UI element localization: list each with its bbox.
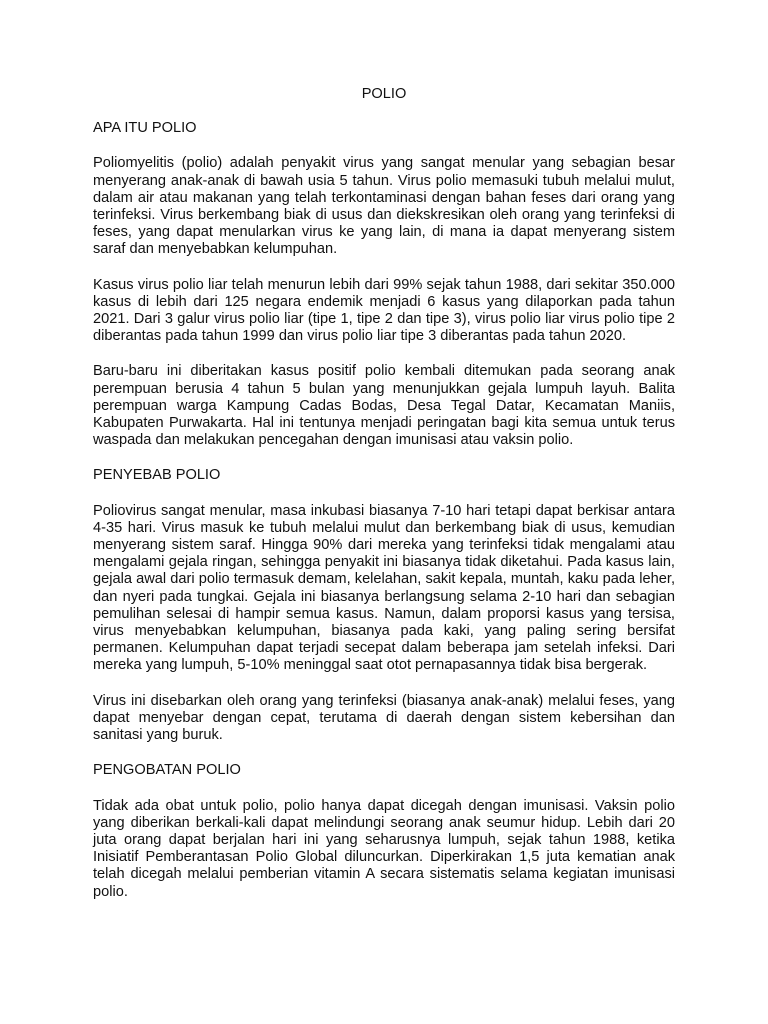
section-heading: PENYEBAB POLIO xyxy=(93,467,221,484)
section-heading: APA ITU POLIO xyxy=(93,120,197,137)
section-heading: PENGOBATAN POLIO xyxy=(93,762,241,779)
section-apa-itu-polio xyxy=(93,120,675,449)
paragraph: Virus ini disebarkan oleh orang yang terinfeksi (biasanya anak-anak) melalui feses, yang dapat menyebar dengan cepat, terutama di daerah dengan sistem kebersihan dan sanitasi yang buruk. xyxy=(93,692,675,744)
paragraph: Baru-baru ini diberitakan kasus positif polio kembali ditemukan pada seorang anak perempuan berusia 4 tahun 5 bulan yang menunjukkan gejala lumpuh layuh. Balita perempuan warga Kampung Cadas Bodas, Desa Tegal Datar, Kecamatan Maniis, Kabupaten Purwakarta. Hal ini tentunya menjadi peringatan bagi kita semua untuk terus waspada dan melakukan pencegahan dengan imunisasi atau vaksin polio. xyxy=(93,363,675,449)
section-pengobatan-polio xyxy=(93,762,675,900)
section-penyebab-polio xyxy=(93,467,675,744)
paragraph: Tidak ada obat untuk polio, polio hanya dapat dicegah dengan imunisasi. Vaksin polio yang diberikan berkali-kali dapat melindungi seorang anak seumur hidup. Lebih dari 20 juta orang dapat berjalan hari ini yang seharusnya lumpuh, sejak tahun 1988, ketika Inisiatif Pemberantasan Polio Global diluncurkan. Diperkirakan 1,5 juta kematian anak telah dicegah melalui pemberian vitamin A secara sistematis selama kegiatan imunisasi polio. xyxy=(93,797,675,900)
paragraph: Kasus virus polio liar telah menurun lebih dari 99% sejak tahun 1988, dari sekitar 350.000 kasus di lebih dari 125 negara endemik menjadi 6 kasus yang dilaporkan pada tahun 2021. Dari 3 galur virus polio liar (tipe 1, tipe 2 dan tipe 3), virus polio liar virus polio tipe 2 diberantas pada tahun 1999 dan virus polio liar tipe 3 diberantas pada tahun 2020. xyxy=(93,276,675,345)
paragraph: Poliovirus sangat menular, masa inkubasi biasanya 7-10 hari tetapi dapat berkisar antara 4-35 hari. Virus masuk ke tubuh melalui mulut dan berkembang biak di usus, kemudian menyerang sistem saraf. Hingga 90% dari mereka yang terinfeksi tidak mengalami atau mengalami gejala ringan, sehingga penyakit ini biasanya tidak diketahui. Pada kasus lain, gejala awal dari polio termasuk demam, kelelahan, sakit kepala, muntah, kaku pada leher, dan nyeri pada tungkai. Gejala ini biasanya berlangsung selama 2-10 hari dan sebagian pemulihan selesai di hampir semua kasus. Namun, dalam proporsi kasus yang tersisa, virus menyebabkan kelumpuhan, biasanya pada kaki, yang paling sering bersifat permanen. Kelumpuhan dapat terjadi secepat dalam beberapa jam setelah infeksi. Dari mereka yang lumpuh, 5-10% meninggal saat otot pernapasannya tidak bisa bergerak. xyxy=(93,502,675,674)
document-title: POLIO xyxy=(361,86,407,102)
document-page xyxy=(93,86,675,919)
paragraph: Poliomyelitis (polio) adalah penyakit virus yang sangat menular yang sebagian besar menyerang anak-anak di bawah usia 5 tahun. Virus polio memasuki tubuh melalui mulut, dalam air atau makanan yang telah terkontaminasi dengan bahan feses dari orang yang terinfeksi. Virus berkembang biak di usus dan diekskresikan oleh orang yang terinfeksi di feses, yang dapat menularkan virus ke yang lain, di mana ia dapat menyerang sistem saraf dan menyebabkan kelumpuhan. xyxy=(93,155,675,258)
